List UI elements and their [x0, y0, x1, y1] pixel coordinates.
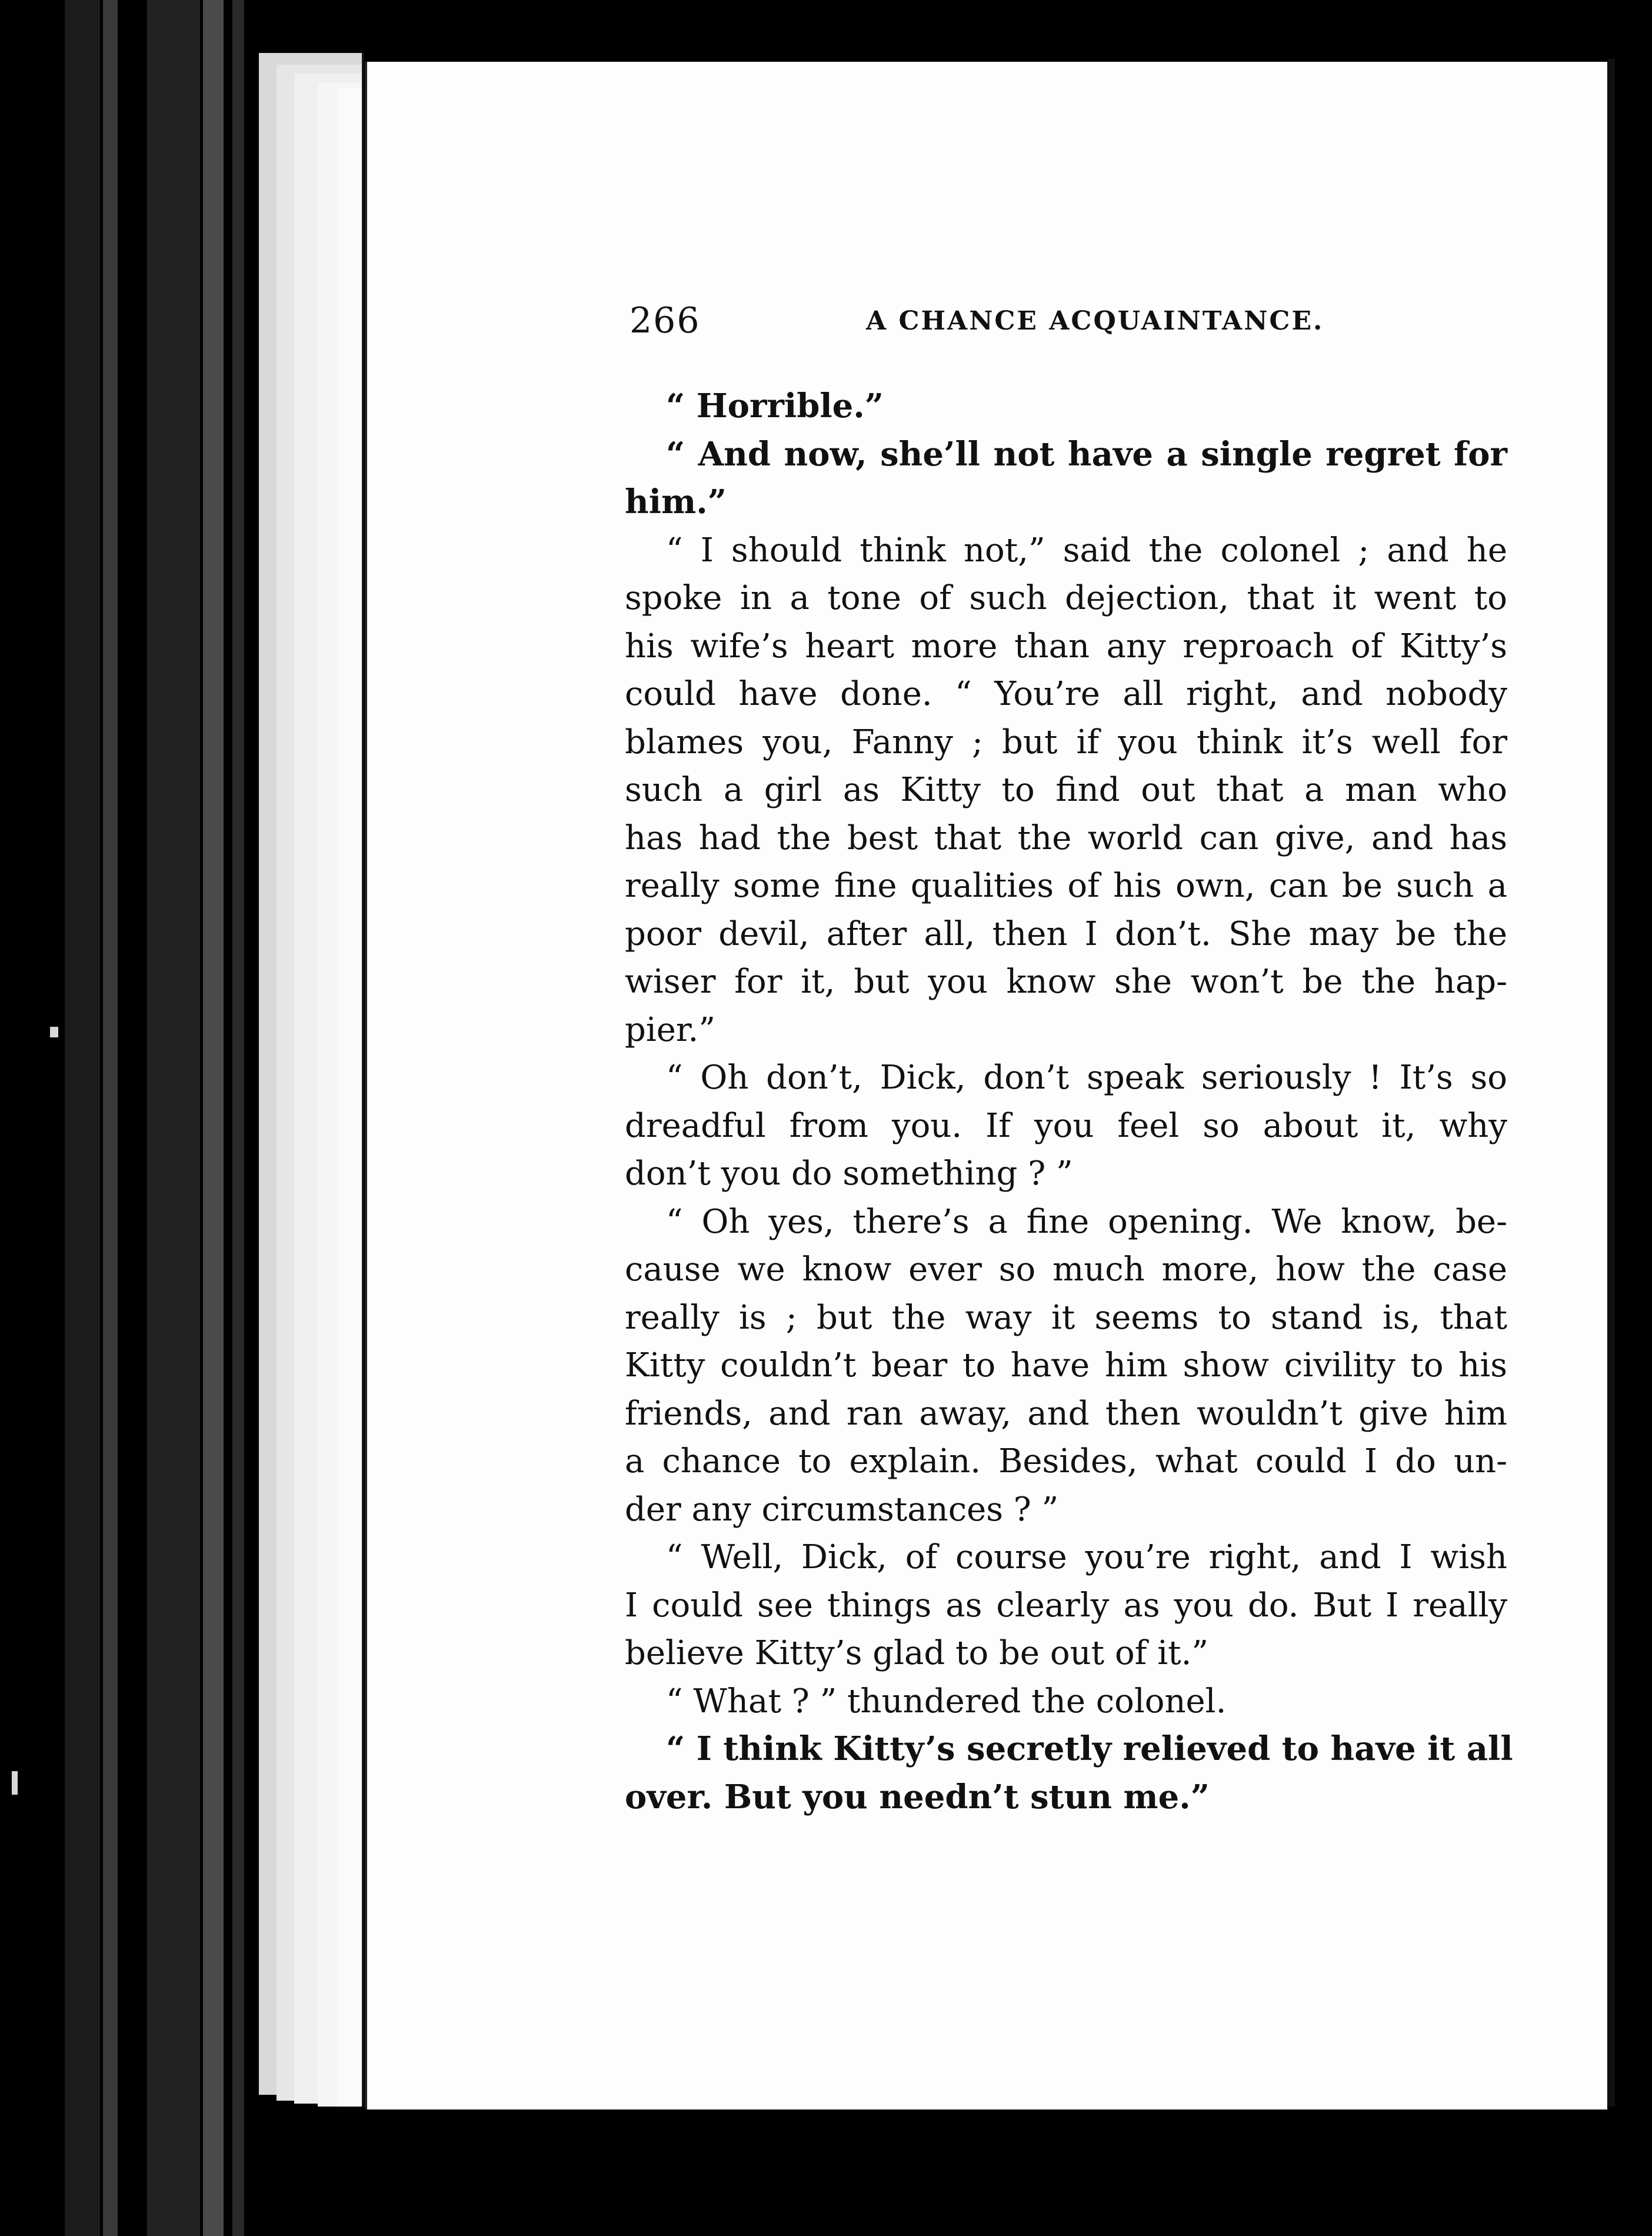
text-line: “ I should think not,” said the colonel ; and he	[666, 531, 1507, 570]
text-line: friends, and ran away, and then wouldn’t give him	[625, 1394, 1507, 1433]
body-text	[625, 382, 1513, 1821]
paragraph	[625, 527, 1507, 1054]
text-line: “ What ? ” thundered the colonel.	[666, 1682, 1227, 1721]
text-line: “ Horrible.”	[666, 387, 884, 425]
paragraph	[625, 1054, 1507, 1198]
text-line: “ I think Kitty’s secretly relieved to have it all	[666, 1729, 1513, 1768]
book-spine-edge	[203, 0, 224, 2236]
text-line: such a girl as Kitty to find out that a man who	[625, 771, 1507, 809]
paragraph	[625, 431, 1507, 527]
text-line: I could see things as clearly as you do. But I really	[625, 1586, 1507, 1625]
text-line: a chance to explain. Besides, what could I do un-	[625, 1442, 1507, 1480]
page-number: 266	[630, 300, 701, 341]
text-line: could have done. “ You’re all right, and nobody	[625, 675, 1507, 713]
text-line: really some fine qualities of his own, can be such a	[625, 867, 1507, 905]
text-line: dreadful from you. If you feel so about it, why	[625, 1106, 1507, 1145]
scan-border	[1617, 0, 1652, 2236]
book-spine-edge	[103, 0, 118, 2236]
page-title: A CHANCE ACQUAINTANCE.	[866, 306, 1324, 336]
book-spine-edge	[232, 0, 244, 2236]
text-line: blames you, Fanny ; but if you think it’s well for	[625, 723, 1507, 761]
text-line: believe Kitty’s glad to be out of it.”	[625, 1634, 1209, 1672]
paragraph	[625, 382, 1507, 431]
text-line: “ Oh yes, there’s a fine opening. We know, be-	[666, 1202, 1507, 1241]
running-head	[625, 300, 1507, 347]
page-edge	[338, 88, 364, 2107]
paragraph	[625, 1725, 1513, 1821]
book-spine-edge	[65, 0, 100, 2236]
text-line: his wife’s heart more than any reproach of Kitty’s	[625, 627, 1507, 666]
text-line: over. But you needn’t stun me.”	[625, 1777, 1210, 1816]
text-line: poor devil, after all, then I don’t. She may be the	[625, 914, 1507, 953]
text-line: “ Well, Dick, of course you’re right, and I wish	[666, 1538, 1507, 1576]
text-line: “ And now, she’ll not have a single regret for	[666, 434, 1507, 474]
paragraph	[625, 1533, 1507, 1678]
text-line: “ Oh don’t, Dick, don’t speak seriously ! It’s so	[666, 1059, 1507, 1097]
text-line: spoke in a tone of such dejection, that it went to	[625, 579, 1507, 617]
text-line: don’t you do something ? ”	[625, 1154, 1073, 1193]
scan-speck	[50, 1027, 58, 1037]
text-line: him.”	[625, 483, 727, 521]
paragraph	[625, 1198, 1507, 1534]
text-line: der any circumstances ? ”	[625, 1490, 1059, 1529]
book-spine-edge	[147, 0, 200, 2236]
text-line: wiser for it, but you know she won’t be the hap-	[625, 963, 1507, 1001]
page-right-edge	[1608, 59, 1615, 2107]
text-line: Kitty couldn’t bear to have him show civility to his	[625, 1346, 1507, 1385]
paragraph	[625, 1678, 1507, 1726]
text-line: really is ; but the way it seems to stand is, that	[625, 1298, 1507, 1337]
text-line: has had the best that the world can give, and has	[625, 818, 1507, 857]
text-line: cause we know ever so much more, how the case	[625, 1250, 1507, 1289]
text-line: pier.”	[625, 1010, 715, 1049]
scan-speck	[12, 1771, 18, 1795]
text-block	[625, 300, 1513, 1821]
